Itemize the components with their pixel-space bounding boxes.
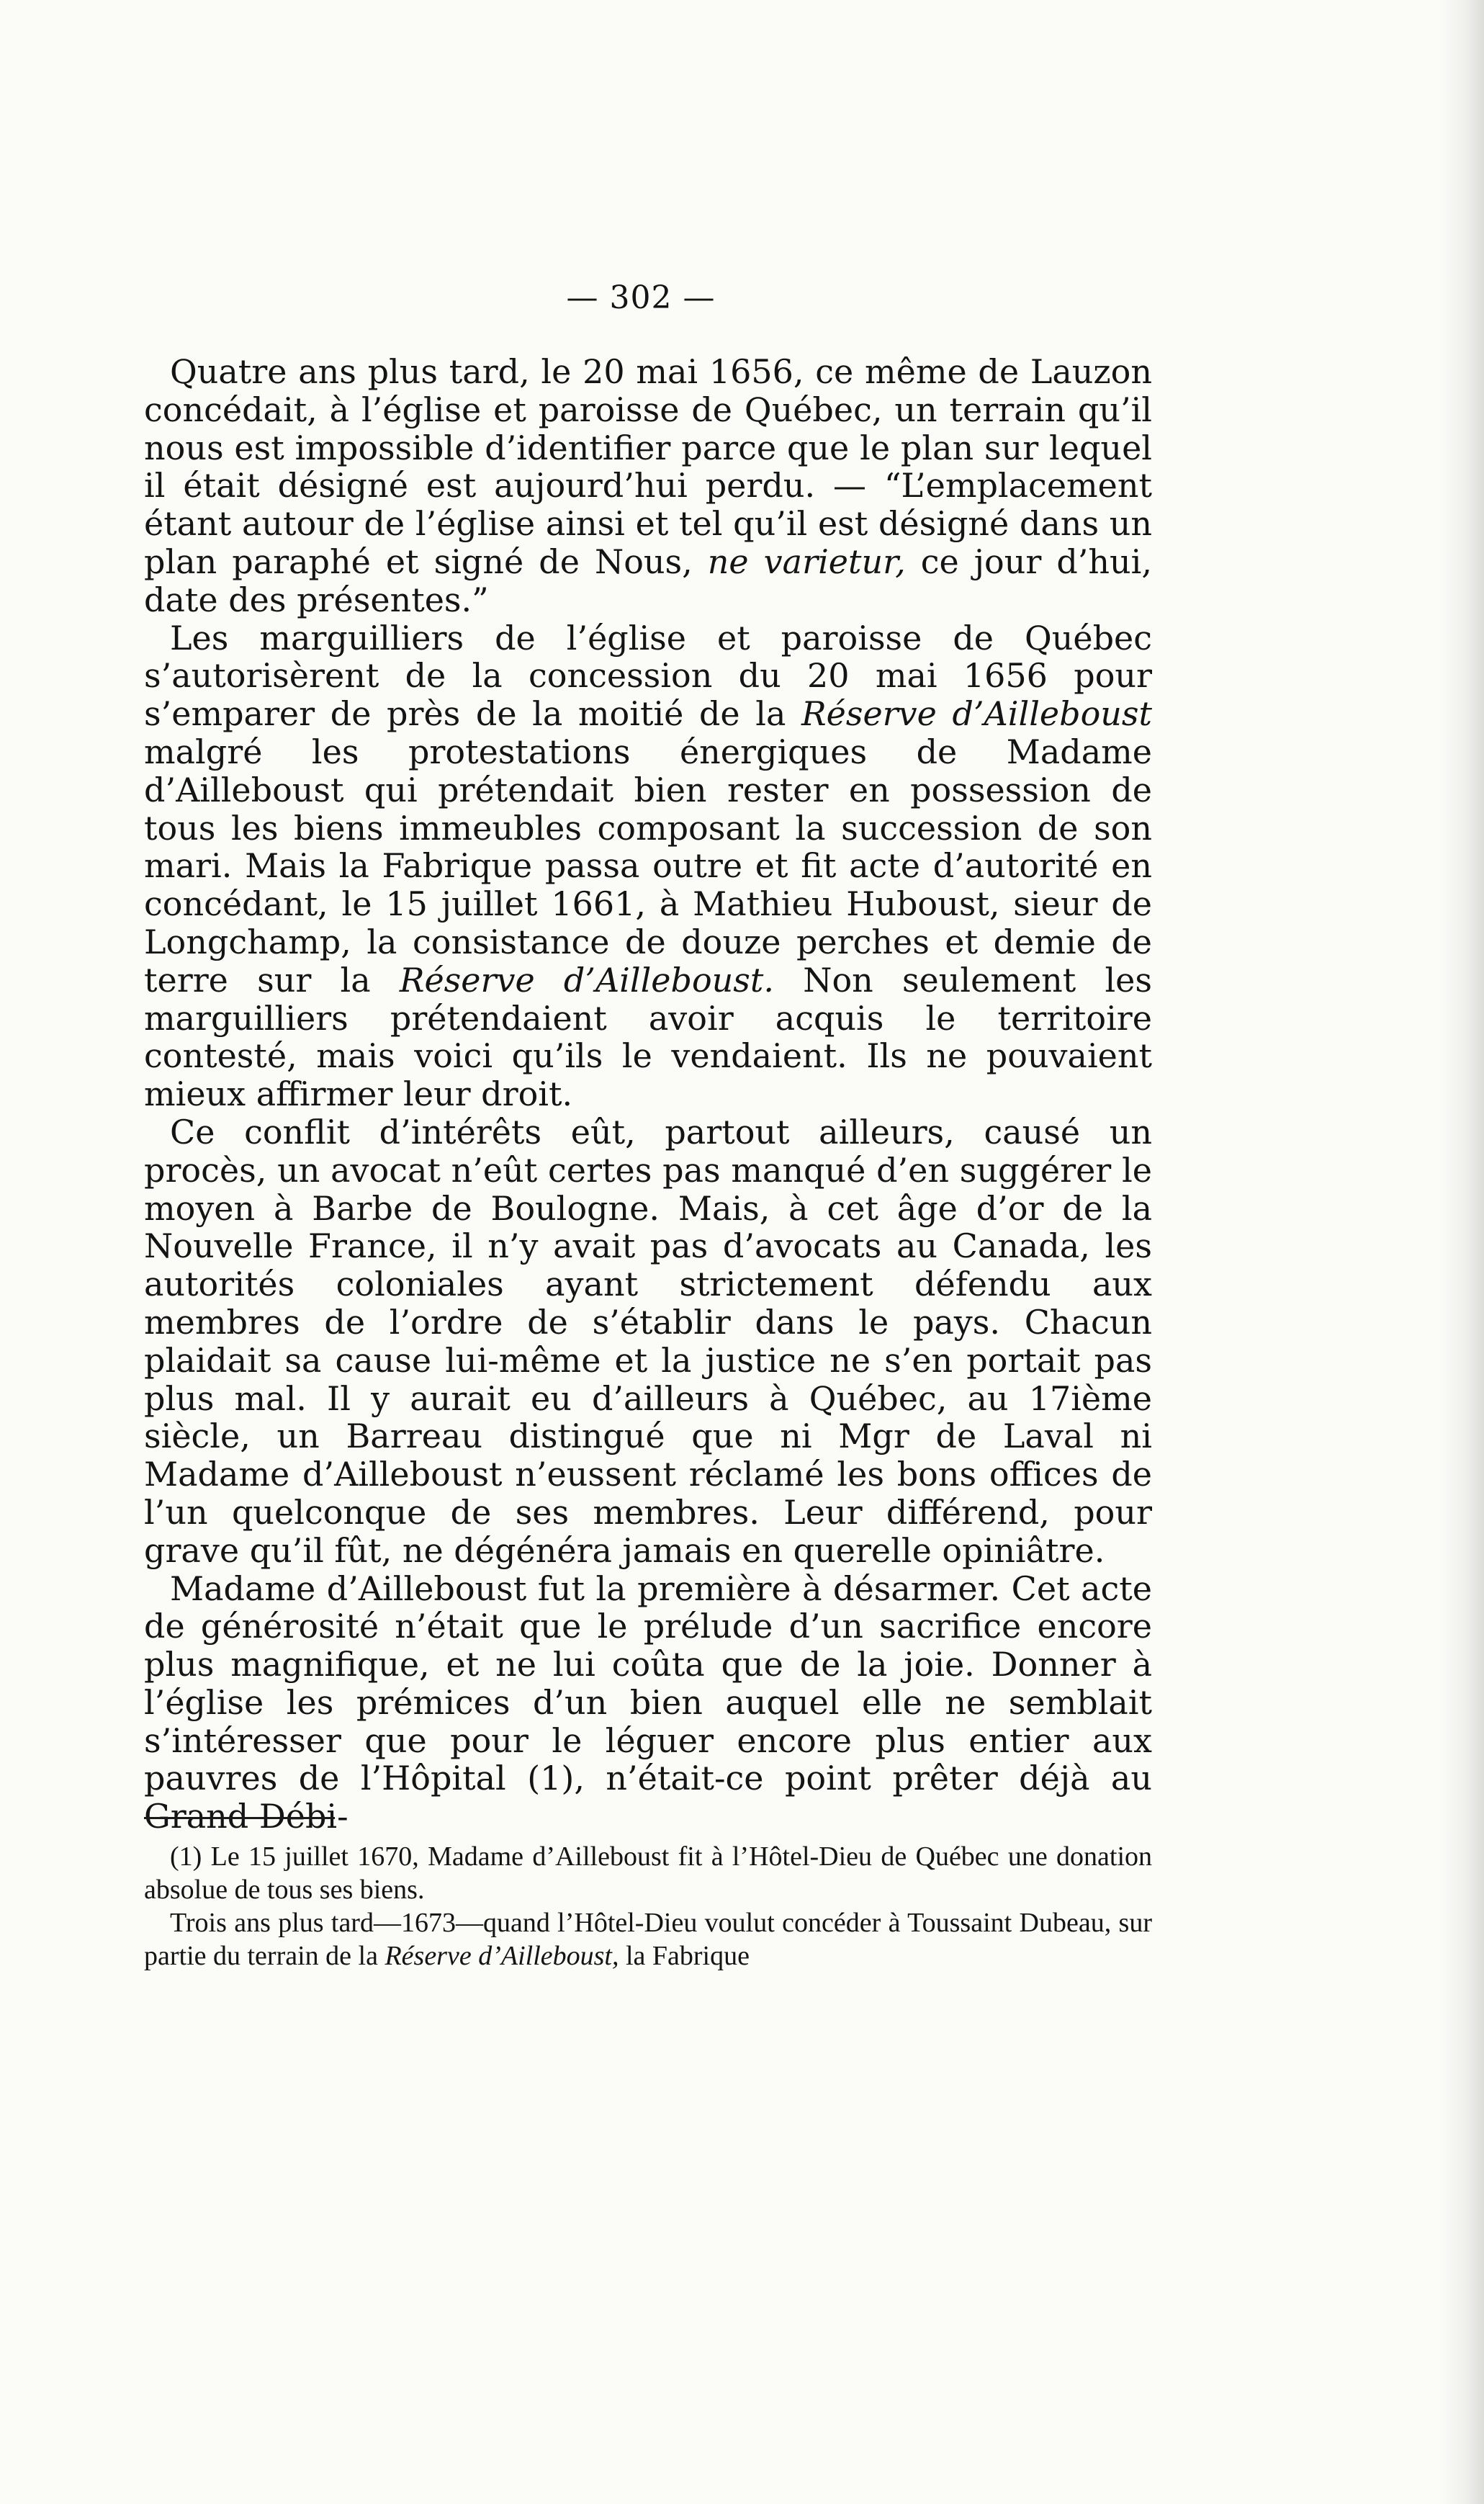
paragraph-text: Madame d’Ailleboust fut la première à désarmer. Cet acte de générosité n’était que le prélude d’un sacrifice encore plus magnifique, et ne lui coûta que de la joie. Donner à l’église les prémices d’un bien auquel elle ne semblait s’intéresser que pour le léguer encore plus entier aux pauvres de l’Hôpital (1), n’était-ce point prêter déjà au Grand Débi- bbox=[144, 1569, 1152, 1836]
page-number: — 302 — bbox=[566, 279, 716, 316]
page-edge-shadow bbox=[1441, 0, 1484, 2504]
paragraph-text: Quatre ans plus tard, le 20 mai 1656, ce même de Lauzon concédait, à l’église et paroisse de Québec, un terrain qu’il nous est impossible d’identifier parce que le plan sur lequel il était désigné est aujourd’hui perdu. — “L’emplacement étant autour de l’église ainsi et tel qu’il est désigné dans un plan paraphé et signé de Nous, bbox=[144, 352, 1152, 581]
italic-phrase: Réserve d’Ailleboust bbox=[801, 694, 1152, 734]
paragraph-text: ce jour d’hui, date des présentes.” bbox=[144, 542, 1153, 619]
footnotes bbox=[144, 1840, 1152, 1973]
footnote-text: (1) Le 15 juillet 1670, Madame d’Ailleboust fit à l’Hôtel-Dieu de Québec une donation absolue de tous ses biens. bbox=[144, 1841, 1152, 1905]
paragraph bbox=[144, 353, 1152, 619]
paragraph-text: Ce conflit d’intérêts eût, partout ailleurs, causé un procès, un avocat n’eût certes pas manqué d’en suggérer le moyen à Barbe de Boulogne. Mais, à cet âge d’or de la Nouvelle France, il n’y avait pas d’avocats au Canada, les autorités coloniales ayant strictement défendu aux membres de l’ordre de s’établir dans le pays. Chacun plaidait sa cause lui-même et la justice ne s’en portait pas plus mal. Il y aurait eu d’ailleurs à Québec, au 17ième siècle, un Barreau distingué que ni Mgr de Laval ni Madame d’Ailleboust n’eussent réclamé les bons offices de l’un quelconque de ses membres. Leur différend, pour grave qu’il fût, ne dégénéra jamais en querelle opiniâtre. bbox=[144, 1112, 1152, 1570]
footnote bbox=[144, 1840, 1152, 1906]
paragraph-text: malgré les protestations énergiques de Madame d’Ailleboust qui prétendait bien rester en possession de tous les biens immeubles composant la succession de son mari. Mais la Fabrique passa outre et fit acte d’autorité en concédant, le 15 juillet 1661, à Mathieu Huboust, sieur de Longchamp, la consistance de douze perches et demie de terre sur la bbox=[144, 732, 1152, 1000]
footnote-text: la Fabrique bbox=[619, 1941, 750, 1971]
footnote bbox=[144, 1906, 1152, 1973]
italic-phrase: Réserve d’Ailleboust, bbox=[385, 1941, 619, 1971]
paragraph-text: Les marguilliers de l’église et paroisse de Québec s’autorisèrent de la concession du 20 mai 1656 pour s’emparer de près de la moitié de la bbox=[144, 618, 1152, 734]
footnote-text: Trois ans plus tard—1673—quand l’Hôtel-Dieu voulut concéder à Toussaint Dubeau, sur partie du terrain de la bbox=[144, 1908, 1152, 1971]
paragraph bbox=[144, 1113, 1152, 1570]
italic-phrase: Réserve d’Ailleboust. bbox=[399, 960, 775, 1000]
paragraph bbox=[144, 619, 1152, 1113]
main-text bbox=[144, 353, 1152, 1836]
paragraph bbox=[144, 1570, 1152, 1836]
footnote-divider bbox=[144, 1817, 335, 1819]
paragraph-text: Non seulement les marguilliers prétendaient avoir acquis le territoire contesté, mais voici qu’ils le vendaient. Ils ne pouvaient mieux affirmer leur droit. bbox=[144, 960, 1153, 1114]
italic-phrase: ne varietur, bbox=[707, 542, 906, 581]
